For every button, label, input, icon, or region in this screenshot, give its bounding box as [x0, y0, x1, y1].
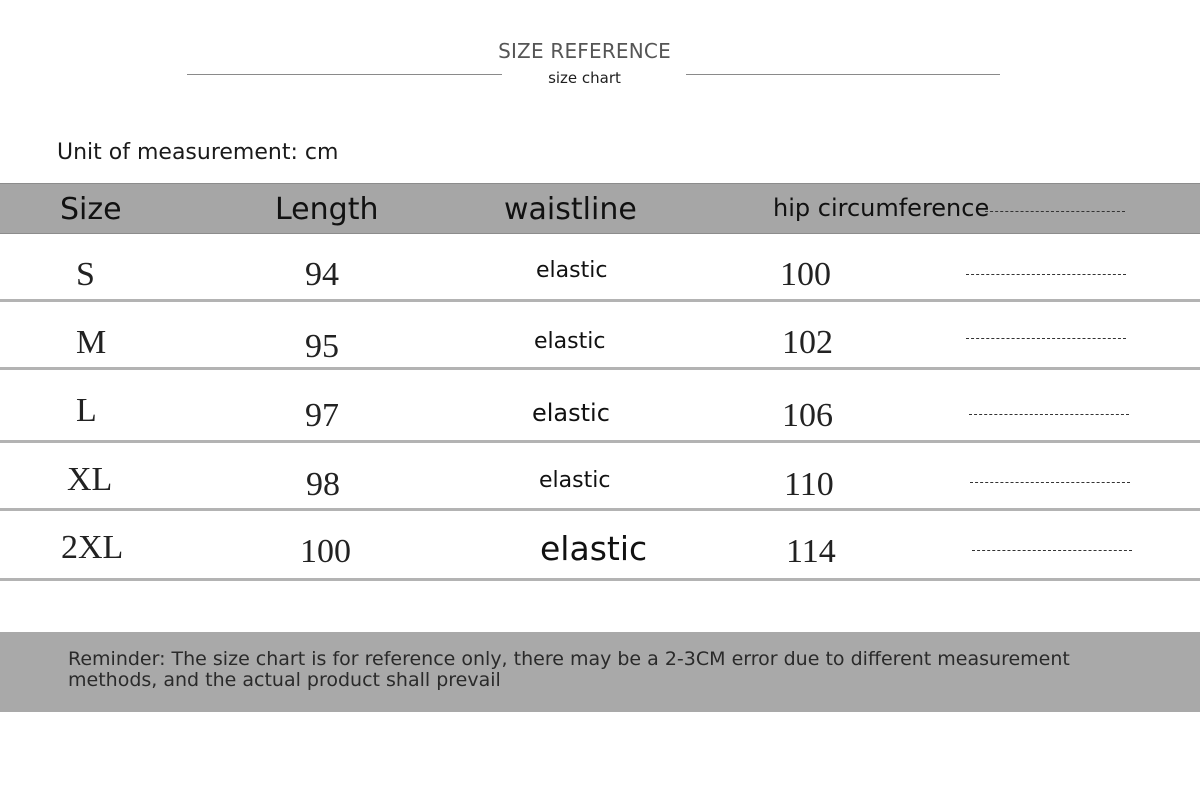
cell-dash [966, 274, 1126, 275]
cell-dash [970, 482, 1130, 483]
page-subtitle: size chart [548, 69, 621, 87]
cell-hip: 102 [782, 324, 833, 361]
cell-hip: 110 [784, 466, 834, 503]
reminder-banner [0, 632, 1200, 712]
reminder-text: Reminder: The size chart is for reference only, there may be a 2-3CM error due to different measurement methods, and the actual product shall prevail [68, 648, 1070, 691]
cell-size: L [76, 392, 97, 429]
cell-dash [966, 338, 1126, 339]
cell-waistline: elastic [532, 399, 610, 427]
unit-label: Unit of measurement: cm [57, 140, 339, 165]
cell-hip: 100 [780, 256, 831, 293]
table-row [0, 443, 1200, 511]
table-header [0, 183, 1200, 234]
cell-hip: 114 [786, 533, 836, 570]
table-row [0, 370, 1200, 443]
table-row [0, 234, 1200, 302]
cell-waistline: elastic [536, 258, 608, 283]
table-row [0, 511, 1200, 581]
cell-dash [969, 414, 1129, 415]
cell-size: S [76, 256, 95, 293]
cell-length: 94 [305, 256, 339, 293]
page-title: SIZE REFERENCE [498, 39, 671, 63]
table-row [0, 302, 1200, 370]
cell-hip: 106 [782, 397, 833, 434]
cell-waistline: elastic [534, 329, 606, 354]
cell-size: XL [67, 461, 113, 498]
header-size: Size [60, 192, 122, 227]
cell-length: 100 [300, 533, 351, 570]
header-length: Length [275, 192, 379, 227]
header-waistline: waistline [504, 192, 637, 227]
row-divider [0, 578, 1200, 581]
cell-length: 98 [306, 466, 340, 503]
header-dash [985, 211, 1125, 212]
header-hip: hip circumference [773, 194, 990, 222]
cell-size: 2XL [61, 529, 124, 566]
cell-waistline: elastic [540, 529, 648, 568]
cell-length: 95 [305, 328, 339, 365]
cell-waistline: elastic [539, 468, 611, 493]
cell-length: 97 [305, 397, 339, 434]
cell-dash [972, 550, 1132, 551]
cell-size: M [76, 324, 107, 361]
